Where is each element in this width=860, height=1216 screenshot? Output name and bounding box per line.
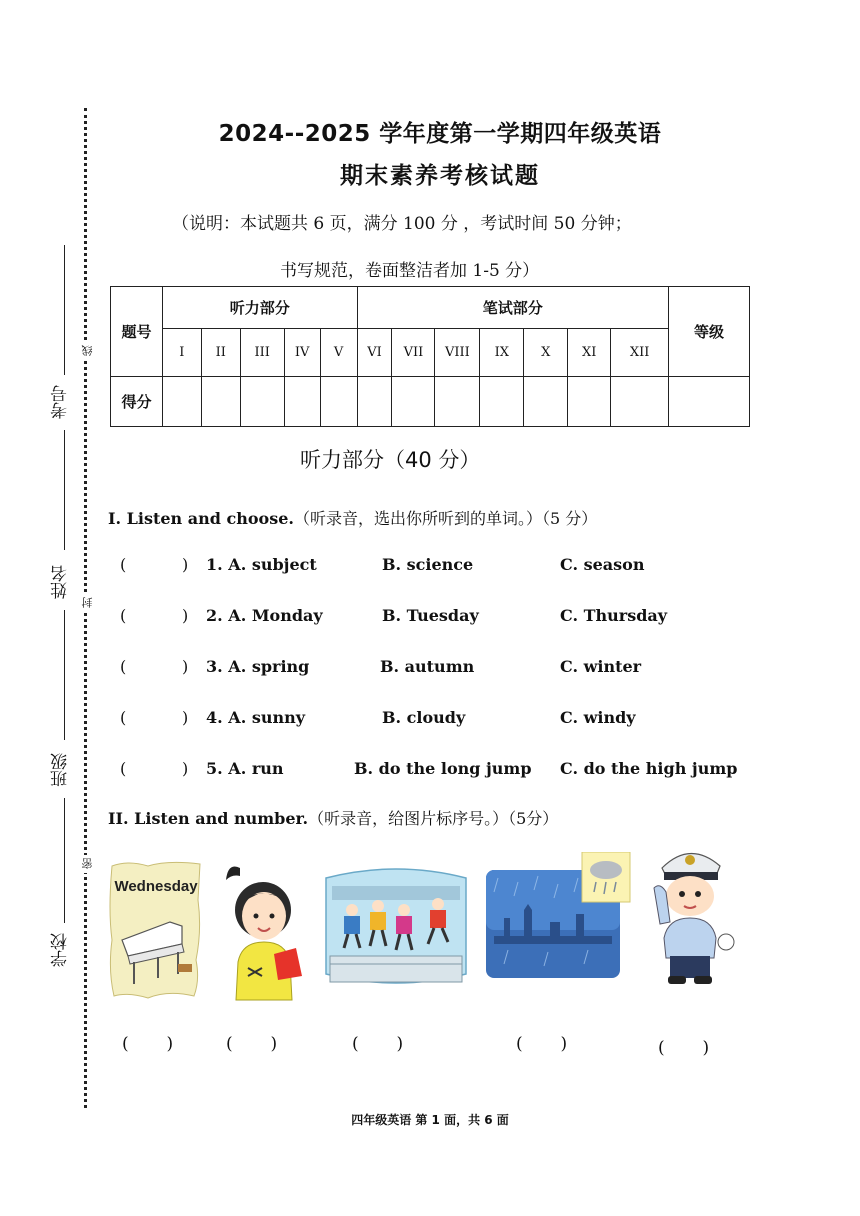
numeral-cell: IX <box>480 329 524 377</box>
school-underline[interactable] <box>64 798 65 923</box>
grade-header: 等级 <box>669 287 750 377</box>
score-input-cell[interactable] <box>240 377 284 427</box>
exam-no-underline[interactable] <box>64 245 65 375</box>
part1-title <box>108 506 597 529</box>
picture-girl-cutting-paper <box>218 858 308 1006</box>
picture-caption: Wednesday <box>114 878 198 895</box>
score-input-cell[interactable] <box>392 377 435 427</box>
answer-paren-right: ) <box>182 708 189 727</box>
rain-cloud-icon <box>582 852 630 902</box>
picture-police-officer <box>640 842 740 992</box>
picture-answer-paren[interactable]: ( ) <box>122 1034 174 1054</box>
exam-no-label: 考号 <box>51 385 71 419</box>
option-b: B. autumn <box>380 657 475 676</box>
numeral-cell: XII <box>611 329 669 377</box>
numeral-cell: VII <box>392 329 435 377</box>
answer-paren-right: ) <box>182 555 189 574</box>
picture-wednesday-piano <box>108 860 204 1000</box>
numeral-cell: I <box>162 329 201 377</box>
mark-line: 线 <box>80 342 92 360</box>
score-input-cell[interactable] <box>568 377 611 427</box>
score-input-cell[interactable] <box>480 377 524 427</box>
score-input-cell[interactable] <box>320 377 357 427</box>
picture-rainy-city <box>484 852 632 982</box>
score-label-cell: 得分 <box>111 377 163 427</box>
exam-no-underline-2 <box>64 430 65 550</box>
option-a: 4. A. sunny <box>206 708 306 727</box>
instructions-line-2: 书写规范，卷面整洁者加 1-5 分） <box>280 261 540 281</box>
item-label-cell: 题号 <box>111 287 163 377</box>
option-b: B. cloudy <box>382 708 466 727</box>
option-c: C. season <box>560 555 645 574</box>
writing-header: 笔试部分 <box>357 287 669 329</box>
picture-children-skating <box>322 864 470 992</box>
answer-paren-left[interactable]: ( <box>120 708 127 727</box>
option-b: B. Tuesday <box>382 606 479 625</box>
option-c: C. Thursday <box>560 606 668 625</box>
option-b: B. do the long jump <box>354 759 532 778</box>
numeral-cell: X <box>524 329 568 377</box>
answer-paren-right: ) <box>182 606 189 625</box>
instructions-line-1: （说明：本试题共 6 页，满分 100 分 ，考试时间 50 分钟； <box>172 214 632 234</box>
numeral-cell: XI <box>568 329 611 377</box>
option-c: C. windy <box>560 708 636 727</box>
option-c: C. do the high jump <box>560 759 738 778</box>
numeral-cell: III <box>240 329 284 377</box>
grade-input-cell[interactable] <box>669 377 750 427</box>
score-input-cell[interactable] <box>284 377 320 427</box>
option-a: 2. A. Monday <box>206 606 323 625</box>
picture-answer-paren[interactable]: ( ) <box>352 1034 404 1054</box>
picture-answer-paren[interactable]: ( ) <box>658 1038 710 1058</box>
part1-title-en: I. Listen and choose. <box>108 509 294 528</box>
score-input-cell[interactable] <box>201 377 240 427</box>
answer-paren-left[interactable]: ( <box>120 555 127 574</box>
page-footer: 四年级英语 第 1 面，共 6 面 <box>351 1113 509 1127</box>
mark-secret: 密 <box>80 855 92 873</box>
numeral-cell: V <box>320 329 357 377</box>
score-input-cell[interactable] <box>357 377 392 427</box>
score-input-cell[interactable] <box>524 377 568 427</box>
part2-title-cn: （听录音，给图片标序号。）（5分） <box>308 809 559 828</box>
exam-title: 2024--2025 学年度第一学期四年级英语 <box>218 121 662 147</box>
section-title: 听力部分（40 分） <box>300 448 481 472</box>
answer-paren-right: ) <box>182 657 189 676</box>
name-label: 姓名 <box>51 565 71 599</box>
answer-paren-left[interactable]: ( <box>120 759 127 778</box>
score-table <box>110 286 750 427</box>
class-label: 班级 <box>51 753 71 787</box>
option-c: C. winter <box>560 657 642 676</box>
part1-title-cn: （听录音，选出你所听到的单词。）（5 分） <box>293 509 598 528</box>
listening-header: 听力部分 <box>162 287 357 329</box>
option-a: 5. A. run <box>206 759 284 778</box>
score-input-cell[interactable] <box>611 377 669 427</box>
numeral-cell: VI <box>357 329 392 377</box>
mark-seal: 封 <box>80 594 92 612</box>
picture-answer-paren[interactable]: ( ) <box>226 1034 278 1054</box>
numeral-cell: II <box>201 329 240 377</box>
numeral-cell: VIII <box>435 329 480 377</box>
score-input-cell[interactable] <box>435 377 480 427</box>
option-a: 3. A. spring <box>206 657 310 676</box>
numeral-cell: IV <box>284 329 320 377</box>
part2-title <box>108 806 558 829</box>
option-a: 1. A. subject <box>206 555 317 574</box>
answer-paren-left[interactable]: ( <box>120 657 127 676</box>
answer-paren-left[interactable]: ( <box>120 606 127 625</box>
part2-title-en: II. Listen and number. <box>108 809 309 828</box>
score-input-cell[interactable] <box>162 377 201 427</box>
class-underline[interactable] <box>64 610 65 740</box>
exam-subtitle: 期末素养考核试题 <box>340 163 540 189</box>
answer-paren-right: ) <box>182 759 189 778</box>
school-label: 学校 <box>51 933 71 967</box>
picture-answer-paren[interactable]: ( ) <box>516 1034 568 1054</box>
option-b: B. science <box>382 555 474 574</box>
